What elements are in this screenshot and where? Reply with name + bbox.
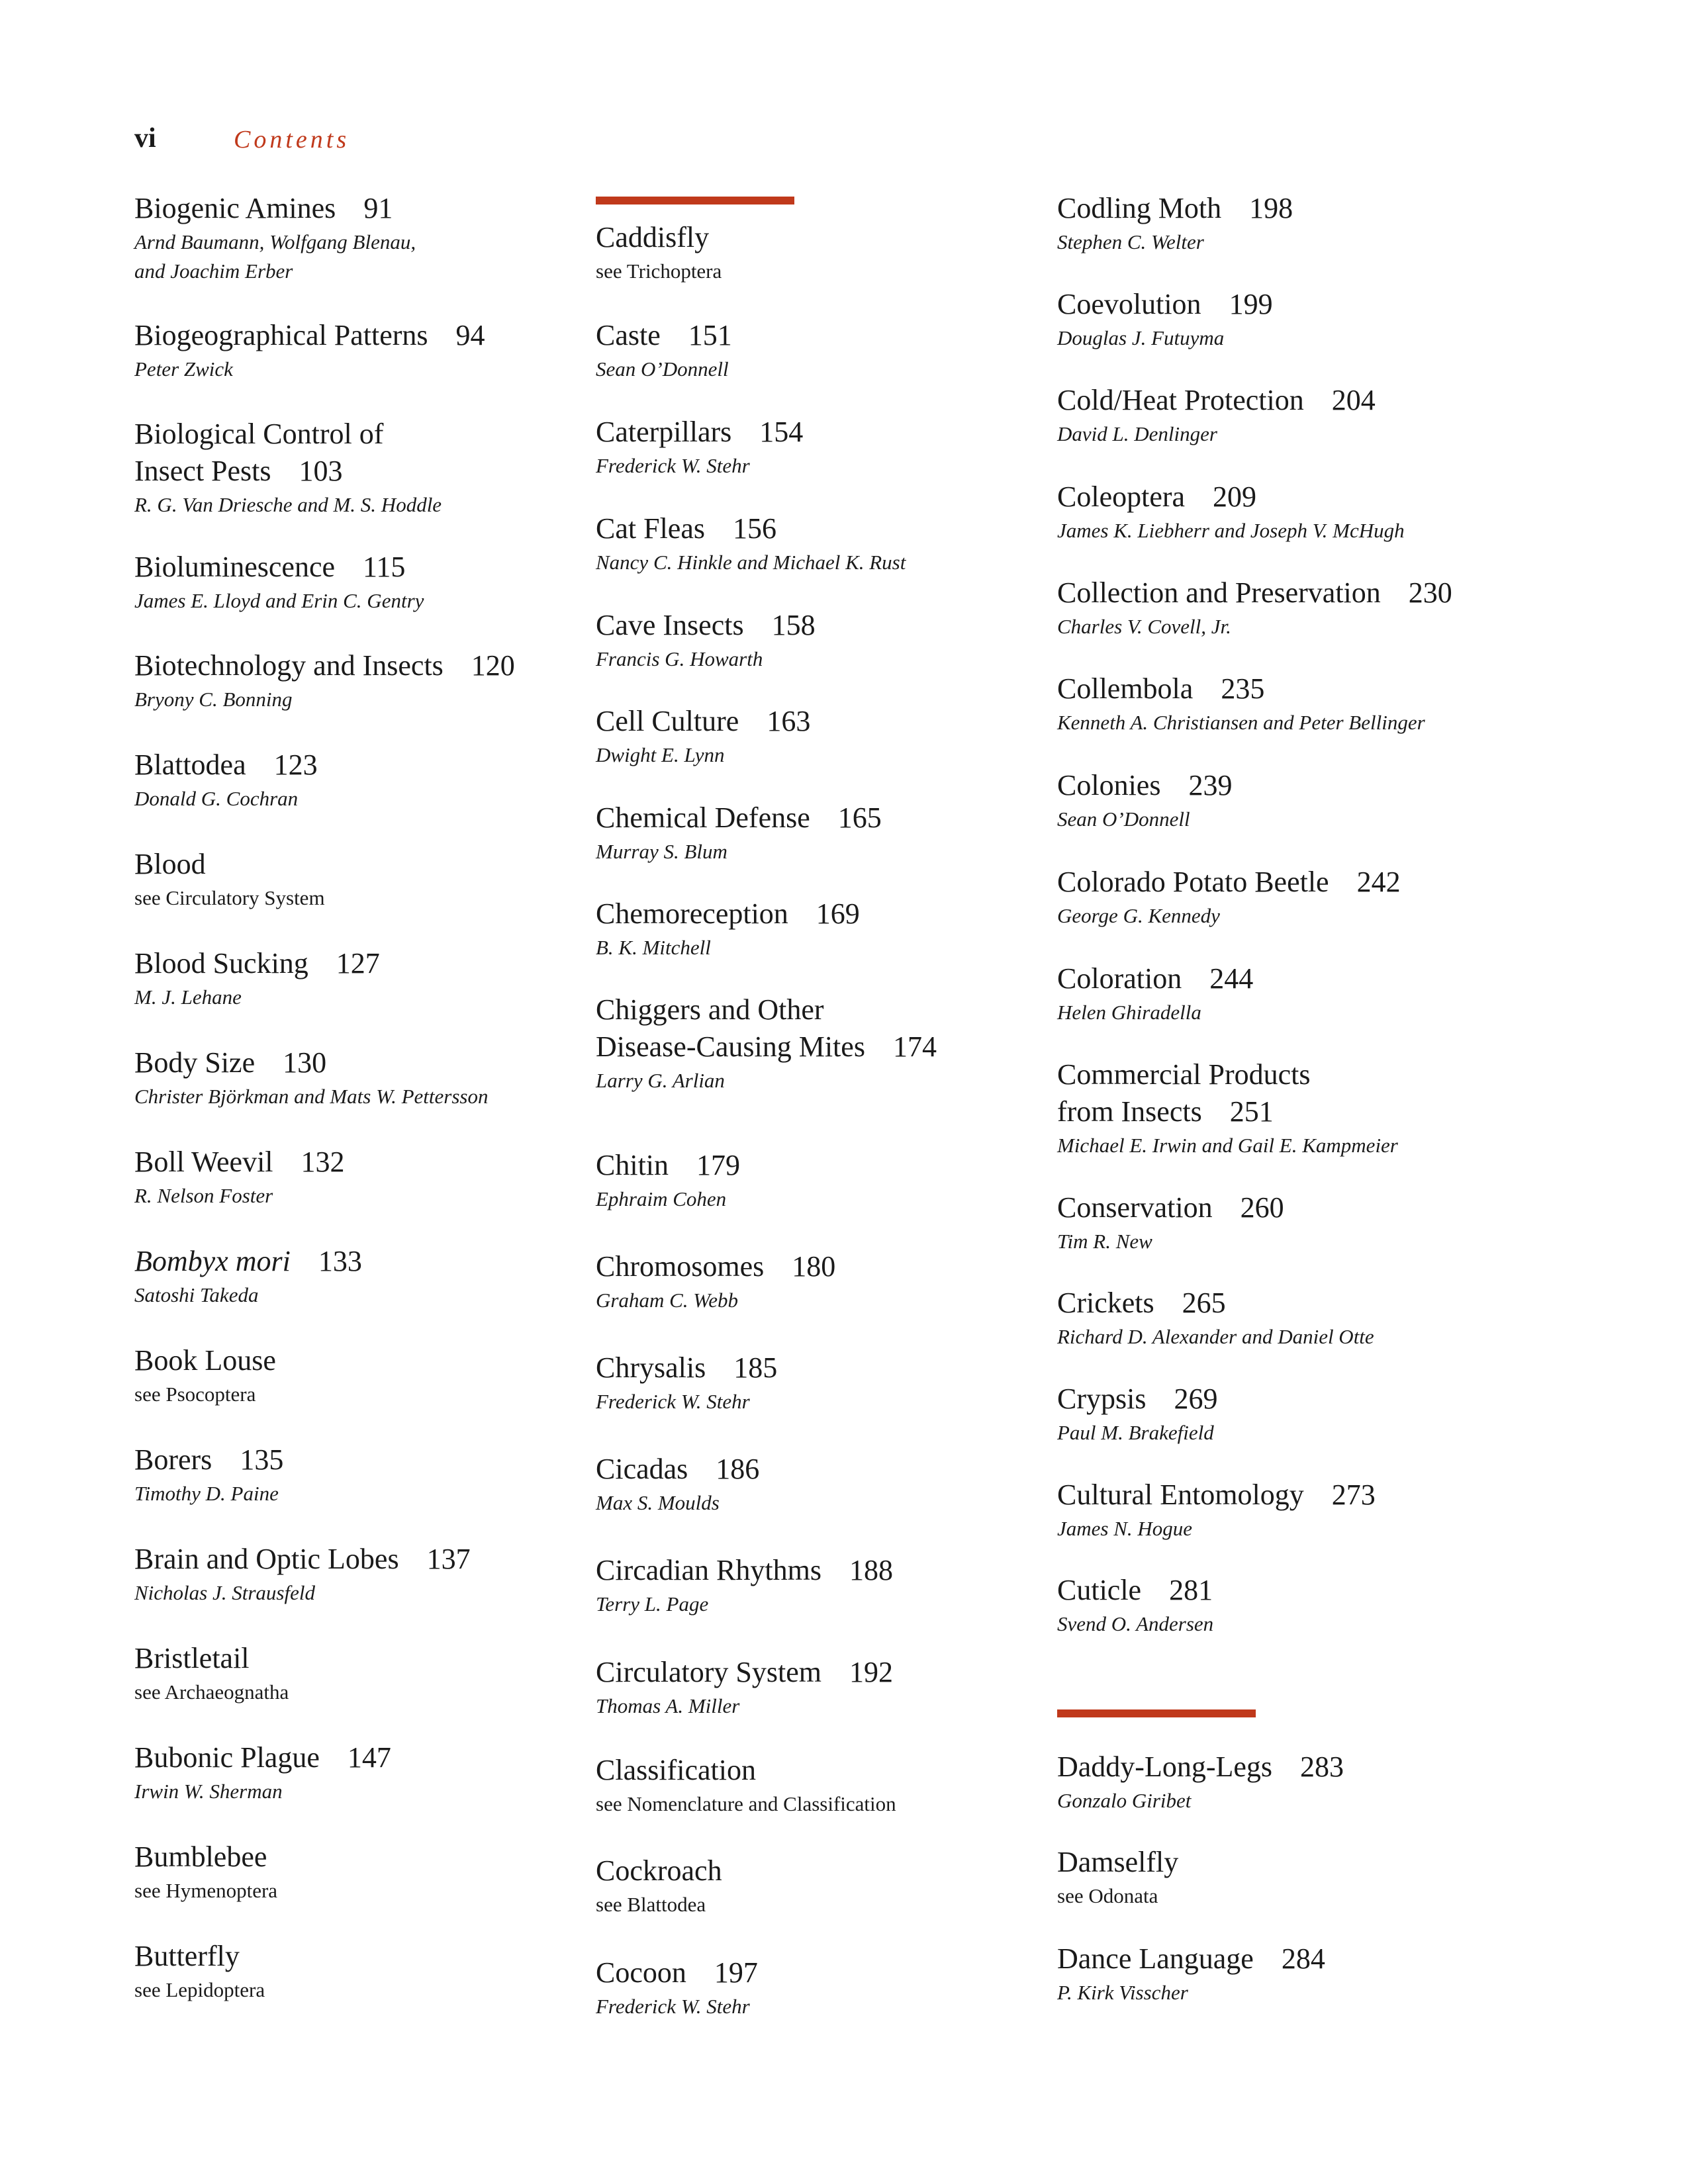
entry-title[interactable]: Blood bbox=[134, 848, 206, 880]
entry-title-line bbox=[134, 1739, 651, 1776]
entry-authors: Graham C. Webb bbox=[596, 1289, 739, 1312]
contents-column-2 bbox=[596, 0, 1112, 2184]
toc-entry[interactable] bbox=[1057, 864, 1573, 930]
toc-entry[interactable] bbox=[1057, 1477, 1573, 1543]
toc-entry[interactable] bbox=[1057, 1572, 1573, 1638]
entry-title-line bbox=[596, 1248, 1112, 1285]
entry-title-line bbox=[596, 1451, 1112, 1488]
page-number[interactable]: 284 bbox=[1281, 1942, 1325, 1975]
page-number[interactable]: 204 bbox=[1331, 384, 1376, 416]
entry-title[interactable]: Brain and Optic Lobes bbox=[134, 1543, 399, 1575]
entry-title[interactable]: Blattodea bbox=[134, 749, 246, 781]
entry-title[interactable]: Cultural Entomology bbox=[1057, 1479, 1304, 1511]
entry-authors: Sean O’Donnell bbox=[596, 357, 729, 381]
entry-title-line bbox=[134, 549, 651, 586]
entry-authors: Svend O. Andersen bbox=[1057, 1612, 1214, 1635]
entry-title[interactable]: Biogenic Amines bbox=[134, 192, 336, 224]
toc-entry[interactable] bbox=[596, 607, 1112, 673]
entry-authors: Kenneth A. Christiansen and Peter Bellinger bbox=[1057, 711, 1425, 734]
entry-title-line bbox=[596, 317, 1112, 354]
entry-title-line bbox=[596, 1028, 1112, 1066]
toc-entry[interactable] bbox=[1057, 1749, 1573, 1815]
page-number[interactable]: 165 bbox=[837, 801, 882, 834]
entry-title-line bbox=[1057, 1477, 1573, 1514]
entry-title[interactable]: Damselfly bbox=[1057, 1846, 1179, 1878]
entry-title-line bbox=[134, 1938, 651, 1975]
entry-authors: Douglas J. Futuyma bbox=[1057, 326, 1225, 349]
toc-entry[interactable] bbox=[134, 1640, 651, 1706]
page-number[interactable]: 235 bbox=[1221, 672, 1265, 705]
entry-title-line bbox=[134, 190, 651, 227]
entry-authors: Christer Björkman and Mats W. Pettersson bbox=[134, 1085, 489, 1108]
entry-title-line bbox=[596, 1654, 1112, 1691]
toc-entry[interactable] bbox=[1057, 190, 1573, 256]
page-number[interactable]: 197 bbox=[714, 1956, 758, 1989]
entry-title[interactable]: Classification bbox=[596, 1754, 756, 1786]
entry-title[interactable]: Bumblebee bbox=[134, 1841, 267, 1873]
entry-authors: Frederick W. Stehr bbox=[596, 454, 750, 477]
toc-entry[interactable] bbox=[134, 190, 651, 285]
entry-title-line bbox=[596, 1552, 1112, 1589]
page-number[interactable]: 94 bbox=[455, 319, 485, 351]
toc-entry[interactable] bbox=[134, 647, 651, 713]
page-number[interactable]: 174 bbox=[892, 1030, 937, 1063]
see-reference[interactable]: see Psocoptera bbox=[134, 1383, 256, 1406]
toc-entry[interactable] bbox=[1057, 286, 1573, 352]
entry-title-line bbox=[134, 1640, 651, 1677]
page-number[interactable]: 242 bbox=[1356, 866, 1401, 898]
toc-entry[interactable] bbox=[134, 1144, 651, 1210]
entry-authors: Satoshi Takeda bbox=[134, 1283, 259, 1306]
entry-title[interactable]: Colorado Potato Beetle bbox=[1057, 866, 1329, 898]
entry-authors: Max S. Moulds bbox=[596, 1491, 720, 1514]
page-number[interactable]: 130 bbox=[283, 1046, 327, 1079]
entry-authors: Bryony C. Bonning bbox=[134, 688, 293, 711]
entry-title[interactable]: Caterpillars bbox=[596, 416, 732, 448]
entry-title-line bbox=[596, 1852, 1112, 1889]
entry-title-line bbox=[134, 453, 651, 490]
see-reference[interactable]: see Blattodea bbox=[596, 1893, 706, 1916]
toc-entry[interactable] bbox=[1057, 1940, 1573, 2007]
toc-entry[interactable] bbox=[596, 1451, 1112, 1517]
entry-authors: R. Nelson Foster bbox=[134, 1184, 273, 1207]
entry-title[interactable]: Chemoreception bbox=[596, 897, 788, 930]
entry-title[interactable]: Conservation bbox=[1057, 1191, 1213, 1224]
entry-authors: Larry G. Arlian bbox=[596, 1069, 725, 1092]
toc-entry[interactable] bbox=[1057, 1844, 1573, 1910]
toc-entry[interactable] bbox=[596, 1552, 1112, 1618]
entry-title-line bbox=[134, 846, 651, 883]
toc-entry[interactable] bbox=[596, 991, 1112, 1095]
entry-title-line bbox=[134, 647, 651, 684]
toc-entry[interactable] bbox=[134, 1938, 651, 2004]
toc-entry[interactable] bbox=[134, 1739, 651, 1805]
entry-authors: R. G. Van Driesche and M. S. Hoddle bbox=[134, 493, 442, 516]
entry-authors: George G. Kennedy bbox=[1057, 904, 1220, 927]
entry-title[interactable]: Butterfly bbox=[134, 1940, 240, 1972]
entry-authors: James N. Hogue bbox=[1057, 1517, 1193, 1540]
toc-entry[interactable] bbox=[596, 414, 1112, 480]
page-number[interactable]: 156 bbox=[732, 512, 776, 545]
page-number[interactable]: 169 bbox=[816, 897, 860, 930]
page-number[interactable]: 137 bbox=[426, 1543, 471, 1575]
page-number[interactable]: 179 bbox=[696, 1149, 741, 1181]
entry-title[interactable]: Collection and Preservation bbox=[1057, 576, 1381, 609]
entry-title[interactable]: Commercial Products bbox=[1057, 1058, 1311, 1091]
see-reference[interactable]: see Lepidoptera bbox=[134, 1978, 265, 2001]
entry-authors: Thomas A. Miller bbox=[596, 1694, 740, 1717]
entry-title-line bbox=[134, 1541, 651, 1578]
entry-title-line bbox=[1057, 478, 1573, 516]
entry-authors: and Joachim Erber bbox=[134, 259, 293, 283]
section-divider-c bbox=[596, 197, 794, 205]
entry-title[interactable]: Chromosomes bbox=[596, 1250, 765, 1283]
page-number[interactable]: 151 bbox=[688, 319, 732, 351]
toc-entry[interactable] bbox=[134, 549, 651, 615]
toc-entry[interactable] bbox=[134, 1541, 651, 1607]
entry-authors: Terry L. Page bbox=[596, 1592, 709, 1615]
toc-entry[interactable] bbox=[134, 416, 651, 519]
toc-entry[interactable] bbox=[134, 747, 651, 813]
toc-entry[interactable] bbox=[596, 1248, 1112, 1314]
entry-title[interactable]: Dance Language bbox=[1057, 1942, 1254, 1975]
entry-title[interactable]: Circadian Rhythms bbox=[596, 1554, 821, 1586]
entry-title[interactable]: Chrysalis bbox=[596, 1351, 706, 1384]
toc-entry[interactable] bbox=[1057, 478, 1573, 545]
page-number[interactable]: 103 bbox=[299, 455, 343, 487]
toc-entry[interactable] bbox=[1057, 382, 1573, 448]
page-number[interactable]: 209 bbox=[1213, 480, 1257, 513]
entry-authors: M. J. Lehane bbox=[134, 985, 242, 1009]
entry-authors: Ephraim Cohen bbox=[596, 1187, 727, 1210]
entry-title-line bbox=[596, 219, 1112, 256]
entry-title-line bbox=[1057, 960, 1573, 997]
entry-title-line bbox=[1057, 864, 1573, 901]
entry-title-line bbox=[1057, 1381, 1573, 1418]
entry-title[interactable]: Collembola bbox=[1057, 672, 1194, 705]
page-number[interactable]: 269 bbox=[1174, 1383, 1218, 1415]
entry-title[interactable]: Caddisfly bbox=[596, 221, 710, 253]
entry-title[interactable]: Bioluminescence bbox=[134, 551, 336, 583]
entry-title-line bbox=[596, 799, 1112, 837]
entry-title-line bbox=[596, 510, 1112, 547]
entry-title[interactable]: Boll Weevil bbox=[134, 1146, 273, 1178]
entry-title[interactable]: Chemical Defense bbox=[596, 801, 810, 834]
entry-title-line bbox=[134, 1441, 651, 1479]
entry-title-line bbox=[1057, 1844, 1573, 1881]
toc-entry[interactable] bbox=[596, 1349, 1112, 1416]
toc-entry[interactable] bbox=[134, 1839, 651, 1905]
toc-entry[interactable] bbox=[596, 1852, 1112, 1919]
entry-title[interactable]: Coloration bbox=[1057, 962, 1182, 995]
entry-authors: Peter Zwick bbox=[134, 357, 233, 381]
toc-entry[interactable] bbox=[134, 1441, 651, 1508]
see-reference[interactable]: see Odonata bbox=[1057, 1884, 1158, 1907]
page-number[interactable]: 199 bbox=[1229, 288, 1273, 320]
entry-title-line bbox=[1057, 1285, 1573, 1322]
page-number[interactable]: 185 bbox=[733, 1351, 778, 1384]
entry-authors: Irwin W. Sherman bbox=[134, 1780, 283, 1803]
entry-title[interactable]: Blood Sucking bbox=[134, 947, 308, 979]
entry-title-line bbox=[1057, 1749, 1573, 1786]
contents-column-1 bbox=[134, 0, 651, 2184]
page-number[interactable]: 135 bbox=[240, 1443, 284, 1476]
entry-title-line bbox=[134, 1839, 651, 1876]
toc-entry[interactable] bbox=[134, 1342, 651, 1408]
entry-title-line bbox=[596, 607, 1112, 644]
entry-title[interactable]: Disease-Causing Mites bbox=[596, 1030, 865, 1063]
toc-entry[interactable] bbox=[1057, 670, 1573, 737]
toc-entry[interactable] bbox=[596, 895, 1112, 962]
entry-title[interactable]: Caste bbox=[596, 319, 661, 351]
entry-title[interactable]: from Insects bbox=[1057, 1095, 1202, 1128]
entry-authors: Dwight E. Lynn bbox=[596, 743, 725, 766]
page-number[interactable]: 239 bbox=[1188, 769, 1233, 801]
toc-entry[interactable] bbox=[134, 317, 651, 383]
entry-title-line bbox=[596, 1752, 1112, 1789]
entry-title-line bbox=[134, 1044, 651, 1081]
page-number[interactable]: 188 bbox=[849, 1554, 893, 1586]
entry-title[interactable]: Crypsis bbox=[1057, 1383, 1147, 1415]
page-number[interactable]: 127 bbox=[336, 947, 380, 979]
toc-entry[interactable] bbox=[596, 219, 1112, 285]
entry-authors: Gonzalo Giribet bbox=[1057, 1789, 1192, 1812]
entry-authors: Nancy C. Hinkle and Michael K. Rust bbox=[596, 551, 906, 574]
page-number[interactable]: 123 bbox=[273, 749, 318, 781]
page-number[interactable]: 180 bbox=[792, 1250, 836, 1283]
entry-authors: Paul M. Brakefield bbox=[1057, 1421, 1214, 1444]
entry-authors: Timothy D. Paine bbox=[134, 1482, 279, 1505]
entry-title[interactable]: Bristletail bbox=[134, 1642, 250, 1674]
page-number[interactable]: 230 bbox=[1408, 576, 1452, 609]
entry-title[interactable]: Biogeographical Patterns bbox=[134, 319, 428, 351]
entry-title[interactable]: Colonies bbox=[1057, 769, 1161, 801]
see-reference[interactable]: see Archaeognatha bbox=[134, 1680, 289, 1704]
entry-title[interactable]: Coleoptera bbox=[1057, 480, 1186, 513]
page-number[interactable]: 158 bbox=[771, 609, 816, 641]
entry-title-line bbox=[596, 1954, 1112, 1991]
entry-title[interactable]: Biotechnology and Insects bbox=[134, 649, 444, 682]
entry-title-line bbox=[1057, 1093, 1573, 1130]
entry-authors: James K. Liebherr and Joseph V. McHugh bbox=[1057, 519, 1405, 542]
entry-title-line bbox=[134, 747, 651, 784]
entry-authors: Tim R. New bbox=[1057, 1230, 1152, 1253]
entry-authors: Helen Ghiradella bbox=[1057, 1001, 1201, 1024]
toc-entry[interactable] bbox=[134, 945, 651, 1011]
entry-title-line bbox=[1057, 574, 1573, 612]
toc-entry[interactable] bbox=[134, 1243, 651, 1309]
entry-authors: B. K. Mitchell bbox=[596, 936, 711, 959]
page-number[interactable]: 260 bbox=[1240, 1191, 1284, 1224]
entry-authors: David L. Denlinger bbox=[1057, 422, 1217, 445]
toc-entry[interactable] bbox=[1057, 574, 1573, 641]
toc-entry[interactable] bbox=[1057, 960, 1573, 1026]
page-number[interactable]: 147 bbox=[347, 1741, 391, 1774]
entry-title-line bbox=[1057, 190, 1573, 227]
section-divider-d bbox=[1057, 1709, 1256, 1717]
entry-authors: Frederick W. Stehr bbox=[596, 1995, 750, 2018]
entry-title[interactable]: Cocoon bbox=[596, 1956, 686, 1989]
entry-authors: Nicholas J. Strausfeld bbox=[134, 1581, 315, 1604]
toc-entry[interactable] bbox=[1057, 1285, 1573, 1351]
entry-title[interactable]: Insect Pests bbox=[134, 455, 271, 487]
toc-entry[interactable] bbox=[596, 1147, 1112, 1213]
entry-authors: Michael E. Irwin and Gail E. Kampmeier bbox=[1057, 1134, 1398, 1157]
page-number[interactable]: 120 bbox=[471, 649, 515, 682]
entry-title-line bbox=[134, 1342, 651, 1379]
entry-title-line bbox=[1057, 286, 1573, 323]
toc-entry[interactable] bbox=[1057, 1056, 1573, 1160]
toc-entry[interactable] bbox=[596, 1954, 1112, 2021]
entry-title-line bbox=[596, 895, 1112, 933]
contents-column-3 bbox=[1057, 0, 1573, 2184]
entry-title-line bbox=[1057, 1189, 1573, 1226]
toc-entry[interactable] bbox=[596, 1654, 1112, 1720]
entry-authors: Murray S. Blum bbox=[596, 840, 727, 863]
page-number[interactable]: 91 bbox=[363, 192, 393, 224]
entry-authors: Arnd Baumann, Wolfgang Blenau, bbox=[134, 230, 416, 253]
entry-title[interactable]: Chitin bbox=[596, 1149, 669, 1181]
page-folio: vi bbox=[134, 123, 156, 154]
entry-authors: Richard D. Alexander and Daniel Otte bbox=[1057, 1325, 1374, 1348]
entry-title-line bbox=[134, 945, 651, 982]
page-number[interactable]: 244 bbox=[1209, 962, 1254, 995]
entry-title-line bbox=[1057, 1056, 1573, 1093]
entry-authors: Charles V. Covell, Jr. bbox=[1057, 615, 1231, 638]
entry-title-line bbox=[134, 1144, 651, 1181]
entry-title[interactable]: Cicadas bbox=[596, 1453, 688, 1485]
entry-title-line bbox=[596, 1349, 1112, 1387]
toc-entry[interactable] bbox=[134, 1044, 651, 1111]
entry-title-line bbox=[1057, 670, 1573, 707]
entry-title[interactable]: Cave Insects bbox=[596, 609, 744, 641]
entry-title-line bbox=[1057, 767, 1573, 804]
see-reference[interactable]: see Hymenoptera bbox=[134, 1879, 278, 1902]
toc-entry[interactable] bbox=[596, 799, 1112, 866]
entry-title[interactable]: Crickets bbox=[1057, 1287, 1154, 1319]
entry-title-line bbox=[596, 703, 1112, 740]
entry-title[interactable]: Codling Moth bbox=[1057, 192, 1222, 224]
running-title: Contents bbox=[234, 126, 350, 154]
page-number[interactable]: 273 bbox=[1331, 1479, 1376, 1511]
entry-title-line bbox=[596, 1147, 1112, 1184]
entry-title[interactable]: Biological Control of bbox=[134, 418, 384, 450]
toc-entry[interactable] bbox=[1057, 1189, 1573, 1255]
entry-title[interactable]: Cockroach bbox=[596, 1854, 722, 1887]
entry-title[interactable]: Cuticle bbox=[1057, 1574, 1142, 1606]
page-number[interactable]: 198 bbox=[1249, 192, 1293, 224]
see-reference[interactable]: see Nomenclature and Classification bbox=[596, 1792, 896, 1815]
entry-title-line bbox=[596, 414, 1112, 451]
entry-title-line bbox=[1057, 1940, 1573, 1978]
toc-entry[interactable] bbox=[134, 846, 651, 912]
entry-authors: Frederick W. Stehr bbox=[596, 1390, 750, 1413]
entry-title[interactable]: Body Size bbox=[134, 1046, 256, 1079]
toc-entry[interactable] bbox=[596, 317, 1112, 383]
entry-title-line bbox=[134, 416, 651, 453]
see-reference[interactable]: see Trichoptera bbox=[596, 259, 722, 283]
entry-title-line bbox=[1057, 1572, 1573, 1609]
toc-entry[interactable] bbox=[596, 1752, 1112, 1818]
page-number[interactable]: 265 bbox=[1182, 1287, 1226, 1319]
toc-entry[interactable] bbox=[1057, 1381, 1573, 1447]
entry-title[interactable]: Circulatory System bbox=[596, 1656, 821, 1688]
toc-entry[interactable] bbox=[596, 703, 1112, 769]
entry-title[interactable]: Book Louse bbox=[134, 1344, 276, 1377]
entry-title[interactable]: Coevolution bbox=[1057, 288, 1201, 320]
page-number[interactable]: 186 bbox=[716, 1453, 760, 1485]
page-number[interactable]: 251 bbox=[1229, 1095, 1274, 1128]
page-number[interactable]: 133 bbox=[318, 1245, 362, 1277]
entry-authors: Sean O’Donnell bbox=[1057, 807, 1190, 831]
toc-entry[interactable] bbox=[1057, 767, 1573, 833]
entry-title[interactable]: Bubonic Plague bbox=[134, 1741, 320, 1774]
page-number[interactable]: 281 bbox=[1169, 1574, 1213, 1606]
page-number[interactable]: 154 bbox=[759, 416, 804, 448]
entry-title[interactable]: Cat Fleas bbox=[596, 512, 705, 545]
entry-title[interactable]: Daddy-Long-Legs bbox=[1057, 1751, 1273, 1783]
entry-title[interactable]: Bombyx mori bbox=[134, 1245, 291, 1277]
page-number[interactable]: 163 bbox=[767, 705, 811, 737]
toc-entry[interactable] bbox=[596, 510, 1112, 576]
entry-title-line bbox=[134, 1243, 651, 1280]
entry-title-line bbox=[596, 991, 1112, 1028]
entry-authors: P. Kirk Visscher bbox=[1057, 1981, 1188, 2004]
entry-authors: Stephen C. Welter bbox=[1057, 230, 1204, 253]
see-reference[interactable]: see Circulatory System bbox=[134, 886, 325, 909]
page-number[interactable]: 283 bbox=[1300, 1751, 1344, 1783]
entry-authors: Donald G. Cochran bbox=[134, 787, 299, 810]
page-number[interactable]: 132 bbox=[301, 1146, 345, 1178]
page-number[interactable]: 192 bbox=[849, 1656, 893, 1688]
entry-title[interactable]: Chiggers and Other bbox=[596, 993, 824, 1026]
entry-title-line bbox=[1057, 382, 1573, 419]
entry-title-line bbox=[134, 317, 651, 354]
page-number[interactable]: 115 bbox=[363, 551, 406, 583]
entry-title[interactable]: Cold/Heat Protection bbox=[1057, 384, 1304, 416]
entry-title[interactable]: Borers bbox=[134, 1443, 212, 1476]
entry-authors: James E. Lloyd and Erin C. Gentry bbox=[134, 589, 424, 612]
entry-authors: Francis G. Howarth bbox=[596, 647, 763, 670]
entry-title[interactable]: Cell Culture bbox=[596, 705, 739, 737]
